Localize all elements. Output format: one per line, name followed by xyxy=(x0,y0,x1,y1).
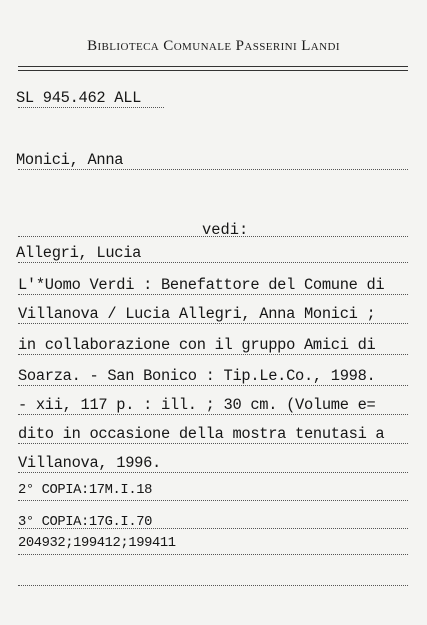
rule-copy-1 xyxy=(18,500,408,501)
description-line: Villanova, 1996. xyxy=(18,454,161,472)
rule-desc-5 xyxy=(18,414,408,415)
description-line: Soarza. - San Bonico : Tip.Le.Co., 1998. xyxy=(18,367,376,385)
rule-desc-1 xyxy=(18,294,408,295)
rule-desc-3 xyxy=(18,354,408,355)
rule-inventory xyxy=(18,554,408,555)
rule-desc-4 xyxy=(18,385,408,386)
copy-line: 2° COPIA:17M.I.18 xyxy=(18,483,152,498)
call-number: SL 945.462 ALL xyxy=(16,89,142,107)
rule-blank xyxy=(18,585,408,586)
copy-line: 3° COPIA:17G.I.70 xyxy=(18,515,152,530)
heading-author: Monici, Anna xyxy=(16,151,124,169)
main-author: Allegri, Lucia xyxy=(16,244,142,262)
rule-desc-6 xyxy=(18,443,408,444)
rule-desc-7 xyxy=(18,472,408,473)
rule-copy-2 xyxy=(18,528,408,529)
description-line: - xii, 117 p. : ill. ; 30 cm. (Volume e= xyxy=(18,396,376,414)
rule-heading-author xyxy=(18,169,408,170)
description-line: in collaborazione con il gruppo Amici di xyxy=(18,336,376,354)
header-double-rule xyxy=(18,66,408,71)
description-line: L'*Uomo Verdi : Benefattore del Comune di xyxy=(18,276,385,294)
rule-call-number xyxy=(18,107,164,108)
inventory-numbers: 204932;199412;199411 xyxy=(18,536,176,551)
rule-vedi xyxy=(18,236,408,237)
description-line: dito in occasione della mostra tenutasi a xyxy=(18,425,385,443)
vedi-label: vedi: xyxy=(202,221,249,239)
rule-main-author xyxy=(18,262,408,263)
description-line: Villanova / Lucia Allegri, Anna Monici ; xyxy=(18,305,376,323)
rule-desc-2 xyxy=(18,323,408,324)
library-header: Biblioteca Comunale Passerini Landi xyxy=(87,38,340,54)
